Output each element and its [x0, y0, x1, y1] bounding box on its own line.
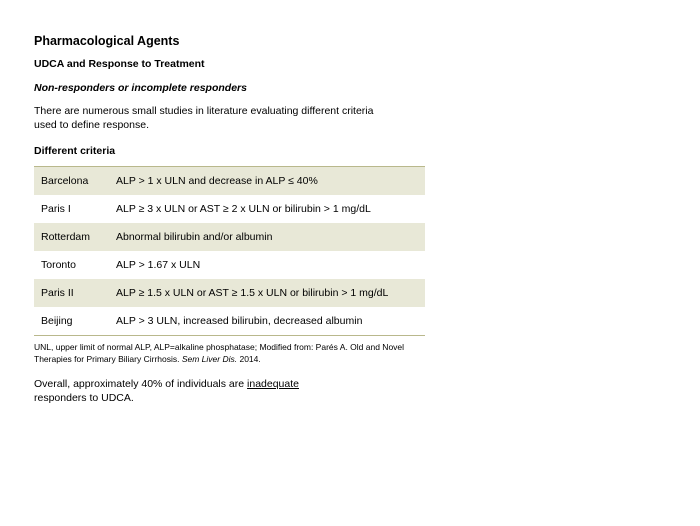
- table-row: [34, 307, 425, 336]
- section-heading: Non-responders or incomplete responders: [34, 82, 247, 94]
- summary-emphasis: inadequate: [247, 378, 299, 390]
- footnote-year: 2014.: [237, 354, 261, 364]
- table-row: [34, 195, 425, 223]
- table-row: [34, 223, 425, 251]
- table-row: [34, 279, 425, 307]
- criteria-name: Barcelona: [34, 167, 116, 196]
- criteria-heading: Different criteria: [34, 145, 116, 157]
- criteria-definition: ALP > 3 ULN, increased bilirubin, decreased albumin: [116, 314, 363, 327]
- criteria-definition: ALP > 1.67 x ULN: [116, 258, 201, 271]
- criteria-name: Toronto: [41, 258, 77, 271]
- footnote-journal: Sem Liver Dis.: [181, 354, 238, 364]
- footnote-text: UNL, upper limit of normal ALP, ALP=alkaline phosphatase; Modified from: Parés A. Old and Novel Therapies for Primary Biliary Cirrhosis.: [34, 342, 405, 364]
- slide-subtitle: UDCA and Response to Treatment: [34, 58, 205, 70]
- criteria-table: [34, 166, 425, 336]
- table-row: [34, 251, 425, 279]
- criteria-definition: Abnormal bilirubin and/or albumin: [116, 223, 425, 251]
- summary-text-start: Overall, approximately 40% of individuals are: [34, 378, 248, 390]
- criteria-definition: ALP ≥ 1.5 x ULN or AST ≥ 1.5 x ULN or bilirubin > 1 mg/dL: [116, 279, 425, 307]
- slide-title: Pharmacological Agents: [34, 34, 180, 48]
- table-row: [34, 167, 425, 196]
- criteria-name: Paris I: [41, 202, 71, 215]
- criteria-name: Beijing: [41, 314, 73, 327]
- criteria-name: Rotterdam: [34, 223, 116, 251]
- summary-paragraph: [34, 377, 354, 405]
- summary-text-end: responders to UDCA.: [34, 392, 134, 404]
- criteria-definition: ALP ≥ 3 x ULN or AST ≥ 2 x ULN or bilirubin > 1 mg/dL: [116, 202, 371, 215]
- criteria-definition: ALP > 1 x ULN and decrease in ALP ≤ 40%: [116, 167, 425, 196]
- intro-paragraph: There are numerous small studies in literature evaluating different criteria used to define response.: [34, 105, 374, 131]
- table-footnote: [34, 341, 429, 365]
- slide-content: [34, 33, 434, 405]
- criteria-name: Paris II: [34, 279, 116, 307]
